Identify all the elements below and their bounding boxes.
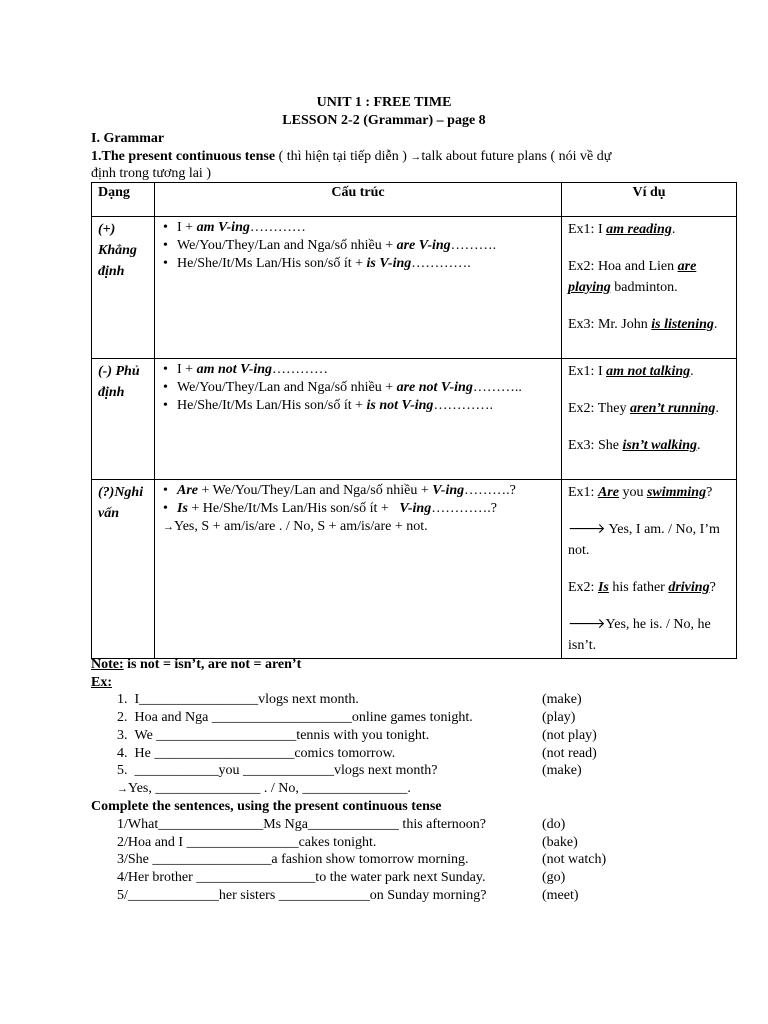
exercise1-item-4: 4. He ____________________comics tomorrow. <box>117 746 396 761</box>
exercise2-item-4: 4/Her brother _________________to the water park next Sunday. <box>117 870 486 885</box>
exercise1-item-2: 2. Hoa and Nga ____________________online games tonight. <box>117 710 473 725</box>
exercise2-item-1: 1/What_______________Ms Nga_____________ this afternoon? <box>117 817 487 832</box>
bullet-icon: • <box>163 220 168 235</box>
list-item: • We/You/They/Lan and Nga/số nhiều + are V-ing………. <box>163 238 497 253</box>
header-example: Ví dụ <box>632 185 666 200</box>
example-interrogative-2-answer: 🡒Yes, he is. / No, he isn’t. <box>568 617 711 653</box>
bullet-icon: • <box>163 398 168 413</box>
example-interrogative-1: Ex1: Are you swimming? <box>568 485 713 500</box>
header-structure: Cấu trúc <box>331 185 385 200</box>
exercise2-hint-1: (do) <box>542 817 566 832</box>
structure-list-negative <box>155 361 561 415</box>
exercise1-item-5: 5. ____________you _____________vlogs next month? <box>117 763 438 778</box>
arrow-icon: 🡒 <box>568 522 606 537</box>
note: Note: is not = isn’t, are not = aren’t <box>91 657 302 672</box>
exercise-label: Ex: <box>91 675 112 690</box>
grammar-table <box>91 182 737 659</box>
bullet-icon: • <box>163 256 168 271</box>
bullet-icon: • <box>163 483 168 498</box>
exercise2-hint-3: (not watch) <box>542 852 607 867</box>
exercise1-hint-3: (not play) <box>542 728 597 743</box>
topic-line <box>91 148 611 166</box>
lesson-title: LESSON 2-2 (Grammar) – page 8 <box>282 113 486 128</box>
answer-structure: →Yes, S + am/is/are . / No, S + am/is/are + not. <box>163 519 428 534</box>
bullet-icon: • <box>163 362 168 377</box>
unit-title: UNIT 1 : FREE TIME <box>316 95 452 110</box>
arrow-icon: → <box>117 783 128 795</box>
exercise2-item-3: 3/She _________________a fashion show tomorrow morning. <box>117 852 469 867</box>
exercise2-hint-4: (go) <box>542 870 566 885</box>
exercise2-hint-2: (bake) <box>542 835 578 850</box>
example-interrogative-1-answer: 🡒 Yes, I am. / No, I’m not. <box>568 522 720 558</box>
section-heading: I. Grammar <box>91 131 165 146</box>
example-affirmative-2: Ex2: Hoa and Lien are playing badminton. <box>568 259 697 295</box>
exercise2-item-5: 5/_____________her sisters _____________on Sunday morning? <box>117 888 487 903</box>
list-item: • We/You/They/Lan and Nga/số nhiều + are not V-ing……….. <box>163 380 522 395</box>
arrow-icon: → <box>163 521 174 533</box>
exercise2-hint-5: (meet) <box>542 888 579 903</box>
topic-purpose: talk about future plans ( nói về dự <box>421 149 612 164</box>
topic-translation: ( thì hiện tại tiếp diễn ) <box>275 149 411 164</box>
exercise1-hint-2: (play) <box>542 710 576 725</box>
structure-list-affirmative <box>155 219 561 273</box>
exercise2-title: Complete the sentences, using the present continuous tense <box>91 799 442 814</box>
example-negative-3: Ex3: She isn’t walking. <box>568 438 701 453</box>
list-item: • I + am V-ing………… <box>163 220 306 235</box>
table-header-row <box>92 183 737 217</box>
example-negative-2: Ex2: They aren’t running. <box>568 401 719 416</box>
bullet-icon: • <box>163 380 168 395</box>
exercise1-answer-line: →Yes, _______________ . / No, _______________. <box>117 781 411 796</box>
table-row-affirmative <box>92 217 737 359</box>
example-interrogative-2: Ex2: Is his father driving? <box>568 580 716 595</box>
exercise1-hint-1: (make) <box>542 692 582 707</box>
exercise2-item-2: 2/Hoa and I ________________cakes tonight. <box>117 835 377 850</box>
list-item: • He/She/It/Ms Lan/His son/số ít + is V-ing…………. <box>163 256 471 271</box>
list-item: • He/She/It/Ms Lan/His son/số ít + is not V-ing…………. <box>163 398 493 413</box>
example-affirmative-3: Ex3: Mr. John is listening. <box>568 317 718 332</box>
example-negative-1: Ex1: I am not talking. <box>568 364 694 379</box>
header-form: Dạng <box>98 185 130 200</box>
exercise1-hint-4: (not read) <box>542 746 597 761</box>
list-item: • I + am not V-ing………… <box>163 362 329 377</box>
list-item: • Is + He/She/It/Ms Lan/His son/số ít + V-ing………….? <box>163 501 497 516</box>
arrow-icon: → <box>410 151 422 163</box>
arrow-icon: 🡒 <box>568 617 606 632</box>
bullet-icon: • <box>163 238 168 253</box>
topic-line-2: định trong tương lai ) <box>91 166 211 181</box>
exercise1-item-1: 1. I_________________vlogs next month. <box>117 692 359 707</box>
exercise1-hint-5: (make) <box>542 763 582 778</box>
table-row-negative <box>92 359 737 480</box>
list-item: • Are + We/You/They/Lan and Nga/số nhiều + V-ing……….? <box>163 483 516 498</box>
bullet-icon: • <box>163 501 168 516</box>
table-row-interrogative <box>92 480 737 659</box>
form-interrogative: (?)Nghi vấn <box>98 485 144 521</box>
form-negative: (-) Phủ định <box>98 364 140 400</box>
example-affirmative-1: Ex1: I am reading. <box>568 222 676 237</box>
exercise1-item-3: 3. We ____________________tennis with you tonight. <box>117 728 430 743</box>
form-affirmative: (+) Khẳng định <box>98 222 137 279</box>
topic-title: 1.The present continuous tense <box>91 149 276 164</box>
structure-list-interrogative <box>155 482 561 518</box>
